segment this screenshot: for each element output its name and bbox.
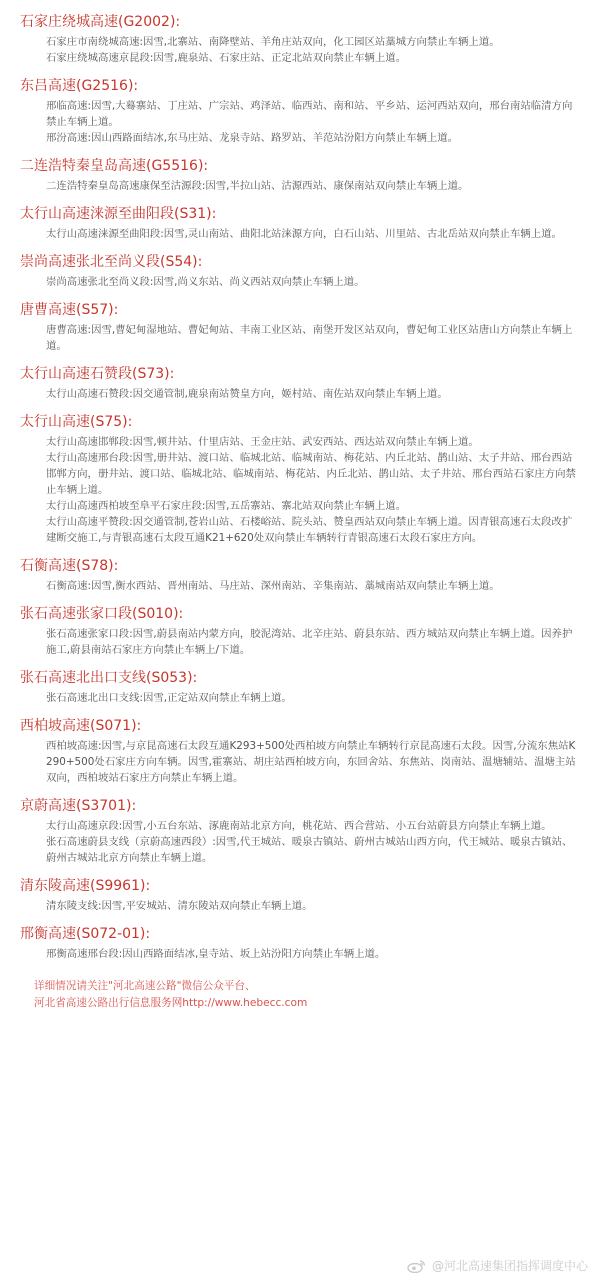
closure-detail: 张石高速蔚县支线（京蔚高速西段）:因雪,代王城站、暖泉古镇站、蔚州古城站山西方向，代王城站、暖泉古镇站、蔚州古城站北京方向禁止车辆上道。 <box>46 836 573 864</box>
closure-detail: 西柏坡高速:因雪,与京昆高速石太段互通K293+500处西柏坡方向禁止车辆转行京昆高速石太段。因雪,分流东焦站K290+500处石家庄方向车辆。因雪,霍寨站、胡庄站西柏坡方向，东回舍站、东焦站、岗南站、温塘辅站、温塘主站双向，西柏坡站石家庄方向禁止车辆上道。 <box>46 740 576 784</box>
section-title: 石衡高速(S78): <box>20 558 119 574</box>
road-section <box>0 924 600 972</box>
road-section <box>0 412 600 556</box>
section-spacer <box>0 354 600 364</box>
road-section <box>0 300 600 364</box>
watermark-text: @河北高速集团指挥调度中心 <box>431 1259 588 1273</box>
section-body <box>0 898 600 914</box>
closure-detail: 太行山高速西柏坡至阜平石家庄段:因雪,五岳寨站、寨北站双向禁止车辆上道。 <box>46 500 407 512</box>
closure-detail: 石衡高速:因雪,衡水西站、晋州南站、马庄站、深州南站、辛集南站、藁城南站双向禁止车辆上道。 <box>46 580 500 592</box>
road-section <box>0 876 600 924</box>
weibo-icon <box>407 1259 427 1273</box>
closure-detail: 二连浩特秦皇岛高速康保至沽源段:因雪,半拉山站、沽源西站、康保南站双向禁止车辆上道。 <box>46 180 469 192</box>
footer-line-1: 详细情况请关注"河北高速公路"微信公众平台、 <box>34 980 256 992</box>
section-spacer <box>0 962 600 972</box>
section-title: 西柏坡高速(S071): <box>20 718 142 734</box>
weibo-watermark <box>407 1257 588 1274</box>
closure-detail: 太行山高速平赞段:因交通管制,苍岩山站、石楼峪站、院头站、赞皇西站双向禁止车辆上道。因青银高速石太段改扩建断交施工,与青银高速石太段互通K21+620处双向禁止车辆转行青银高速石太段石家庄方向。 <box>46 516 573 544</box>
section-title: 崇尚高速张北至尚义段(S54): <box>20 254 203 270</box>
section-title: 张石高速北出口支线(S053): <box>20 670 198 686</box>
closure-detail: 清东陵支线:因雪,平安城站、清东陵站双向禁止车辆上道。 <box>46 900 313 912</box>
section-body <box>0 178 600 194</box>
road-section <box>0 204 600 252</box>
section-title: 清东陵高速(S9961): <box>20 878 151 894</box>
closure-detail: 张石高速张家口段:因雪,蔚县南站内蒙方向，胶泥湾站、北辛庄站、蔚县东站、西方城站双向禁止车辆上道。因养护施工,蔚县南站石家庄方向禁止车辆上/下道。 <box>46 628 573 656</box>
section-title: 张石高速张家口段(S010): <box>20 606 184 622</box>
closure-detail: 太行山高速京段:因雪,小五台东站、涿鹿南站北京方向，桃花站、西合营站、小五台站蔚县方向禁止车辆上道。 <box>46 820 552 832</box>
closure-detail: 邢衡高速邢台段:因山西路面结冰,皇寺站、坂上站汾阳方向禁止车辆上道。 <box>46 948 386 960</box>
section-spacer <box>0 706 600 716</box>
section-spacer <box>0 194 600 204</box>
section-spacer <box>0 866 600 876</box>
road-section <box>0 156 600 204</box>
road-section <box>0 716 600 796</box>
section-title: 邢衡高速(S072-01): <box>20 926 151 942</box>
closure-detail: 太行山高速邢台段:因雪,册井站、渡口站、临城北站、临城南站、梅花站、内丘北站、鹊山站、太子井站、邢台西站邯郸方向，册井站、渡口站、临城北站、临城南站、梅花站、内丘北站、鹊山站、太子井站、邢台西站石家庄方向禁止车辆上道。 <box>46 452 576 496</box>
section-title: 二连浩特秦皇岛高速(G5516): <box>20 158 209 174</box>
section-spacer <box>0 914 600 924</box>
section-title: 太行山高速涞源至曲阳段(S31): <box>20 206 217 222</box>
road-section <box>0 76 600 156</box>
closure-detail: 太行山高速石赞段:因交通管制,鹿泉南站赞皇方向，姬村站、南佐站双向禁止车辆上道。 <box>46 388 448 400</box>
road-section <box>0 364 600 412</box>
section-body <box>0 738 600 786</box>
section-body <box>0 386 600 402</box>
section-spacer <box>0 66 600 76</box>
road-section <box>0 604 600 668</box>
section-title: 京蔚高速(S3701): <box>20 798 137 814</box>
section-spacer <box>0 290 600 300</box>
section-title: 太行山高速石赞段(S73): <box>20 366 175 382</box>
closure-detail: 邢汾高速:因山西路面结冰,东马庄站、龙泉寺站、路罗站、羊范站汾阳方向禁止车辆上道。 <box>46 132 459 144</box>
section-spacer <box>0 594 600 604</box>
section-body <box>0 946 600 962</box>
section-title: 东吕高速(G2516): <box>20 78 139 94</box>
section-spacer <box>0 242 600 252</box>
road-section <box>0 252 600 300</box>
road-section <box>0 796 600 876</box>
section-body <box>0 818 600 866</box>
road-closure-sections <box>0 12 600 972</box>
road-section <box>0 556 600 604</box>
section-title: 唐曹高速(S57): <box>20 302 119 318</box>
closure-detail: 张石高速北出口支线:因雪,正定站双向禁止车辆上道。 <box>46 692 292 704</box>
section-spacer <box>0 146 600 156</box>
closure-detail: 太行山高速邯郸段:因雪,顿井站、什里店站、王金庄站、武安西站、西达站双向禁止车辆上道。 <box>46 436 479 448</box>
footer-note <box>0 972 600 1012</box>
section-body <box>0 98 600 146</box>
section-spacer <box>0 786 600 796</box>
closure-detail: 邢临高速:因雪,大蓦寨站、丁庄站、广宗站、鸡泽站、临西站、南和站、平乡站、运河西站双向，邢台南站临清方向禁止车辆上道。 <box>46 100 573 128</box>
footer-line-2: 河北省高速公路出行信息服务网http://www.hebecc.com <box>34 997 308 1009</box>
section-body <box>0 34 600 66</box>
section-spacer <box>0 402 600 412</box>
section-body <box>0 690 600 706</box>
closure-detail: 唐曹高速:因雪,曹妃甸湿地站、曹妃甸站、丰南工业区站、南堡开发区站双向，曹妃甸工业区站唐山方向禁止车辆上道。 <box>46 324 573 352</box>
section-body <box>0 322 600 354</box>
closure-detail: 太行山高速涞源至曲阳段:因雪,灵山南站、曲阳北站涞源方向，白石山站、川里站、古北岳站双向禁止车辆上道。 <box>46 228 562 240</box>
closure-detail: 崇尚高速张北至尚义段:因雪,尚义东站、尚义西站双向禁止车辆上道。 <box>46 276 365 288</box>
closure-detail: 石家庄绕城高速京昆段:因雪,鹿泉站、石家庄站、正定北站双向禁止车辆上道。 <box>46 52 407 64</box>
section-spacer <box>0 658 600 668</box>
closure-detail: 石家庄市南绕城高速:因雪,北寨站、南降壁站、羊角庄站双向，化工园区站藁城方向禁止车辆上道。 <box>46 36 500 48</box>
road-section <box>0 668 600 716</box>
section-body <box>0 578 600 594</box>
section-body <box>0 626 600 658</box>
road-section <box>0 12 600 76</box>
section-title: 石家庄绕城高速(G2002): <box>20 14 181 30</box>
section-body <box>0 226 600 242</box>
section-body <box>0 434 600 546</box>
section-title: 太行山高速(S75): <box>20 414 133 430</box>
section-body <box>0 274 600 290</box>
section-spacer <box>0 546 600 556</box>
